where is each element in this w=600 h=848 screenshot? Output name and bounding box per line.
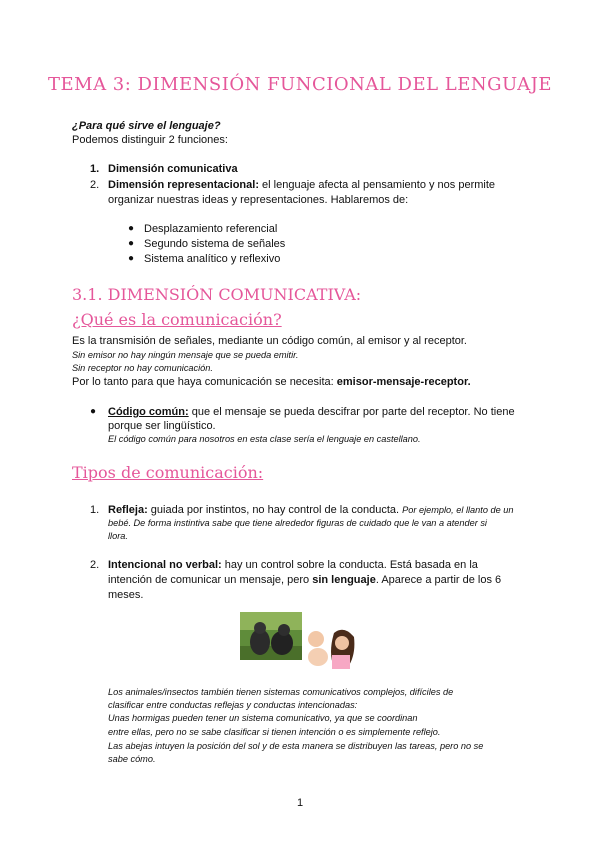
note-line: sabe cómo. bbox=[108, 754, 156, 764]
gorilla-photo bbox=[240, 612, 302, 660]
bullet-item: Sistema analítico y reflexivo bbox=[144, 253, 281, 265]
note-line: Las abejas intuyen la posición del sol y de esta manera se distribuyen las tareas, pero no se bbox=[108, 741, 484, 751]
subsection-heading: Tipos de comunicación: bbox=[72, 463, 264, 482]
page-number: 1 bbox=[296, 797, 304, 809]
function-1-label: Dimensión comunicativa bbox=[108, 163, 238, 175]
reflex-line1: Refleja: guiada por instintos, no hay control de la conducta. Por ejemplo, el llanto de un bbox=[108, 504, 514, 516]
intentional-line1: Intencional no verbal: hay un control sobre la conducta. Está basada en la bbox=[108, 559, 478, 571]
bullet-item: Segundo sistema de señales bbox=[144, 238, 286, 250]
note-line: clasificar entre conductas reflejas y conductas intencionadas: bbox=[108, 700, 358, 710]
codigo-line1: Código común: que el mensaje se pueda descifrar por parte del receptor. No tiene bbox=[108, 406, 515, 418]
section-heading: 3.1. DIMENSIÓN COMUNICATIVA: bbox=[72, 285, 362, 304]
bullet-icon: ● bbox=[90, 406, 97, 417]
example-text: Sin emisor no hay ningún mensaje que se pueda emitir. bbox=[72, 350, 299, 360]
question-heading: ¿Para qué sirve el lenguaje? bbox=[72, 120, 221, 132]
note-line: Unas hormigas pueden tener un sistema comunicativo, ya que se coordinan bbox=[108, 713, 418, 723]
list-number: 1. bbox=[90, 163, 100, 175]
list-number: 2. bbox=[90, 559, 100, 571]
bullet-item: Desplazamiento referencial bbox=[144, 223, 278, 235]
list-number: 1. bbox=[90, 504, 100, 516]
function-2-line1: Dimensión representacional: el lenguaje afecta al pensamiento y nos permite bbox=[108, 179, 496, 191]
note-line: entre ellas, pero no se sabe clasificar si tienen intención o es simplemente reflejo. bbox=[108, 727, 441, 737]
page-title: TEMA 3: DIMENSIÓN FUNCIONAL DEL LENGUAJE bbox=[48, 74, 552, 95]
bullet-icon: ● bbox=[128, 238, 135, 249]
function-2-line2: organizar nuestras ideas y representaciones. Hablaremos de: bbox=[108, 194, 409, 206]
reflex-line2: bebé. De forma instintiva sabe que tiene alrededor figuras de cuidado que le van a atender si bbox=[108, 518, 487, 528]
subsection-heading: ¿Qué es la comunicación? bbox=[72, 310, 282, 329]
intentional-line3: meses. bbox=[108, 589, 144, 601]
codigo-example: El código común para nosotros en esta clase sería el lenguaje en castellano. bbox=[108, 434, 421, 444]
note-line: Los animales/insectos también tienen sistemas comunicativos complejos, difíciles de bbox=[108, 687, 454, 697]
definition-text: Es la transmisión de señales, mediante un código común, al emisor y al receptor. bbox=[72, 335, 467, 347]
bullet-icon: ● bbox=[128, 253, 135, 264]
intentional-line2: intención de comunicar un mensaje, pero sin lenguaje. Aparece a partir de los 6 bbox=[108, 574, 502, 586]
intro-text: Podemos distinguir 2 funciones: bbox=[72, 134, 228, 146]
list-number: 2. bbox=[90, 179, 100, 191]
codigo-line2: porque ser lingüístico. bbox=[108, 420, 216, 432]
reflex-line3: llora. bbox=[108, 531, 128, 541]
bullet-icon: ● bbox=[128, 223, 135, 234]
conclusion-text: Por lo tanto para que haya comunicación se necesita: emisor-mensaje-receptor. bbox=[72, 376, 471, 388]
mother-baby-photo bbox=[302, 623, 358, 669]
example-text: Sin receptor no hay comunicación. bbox=[72, 363, 213, 373]
